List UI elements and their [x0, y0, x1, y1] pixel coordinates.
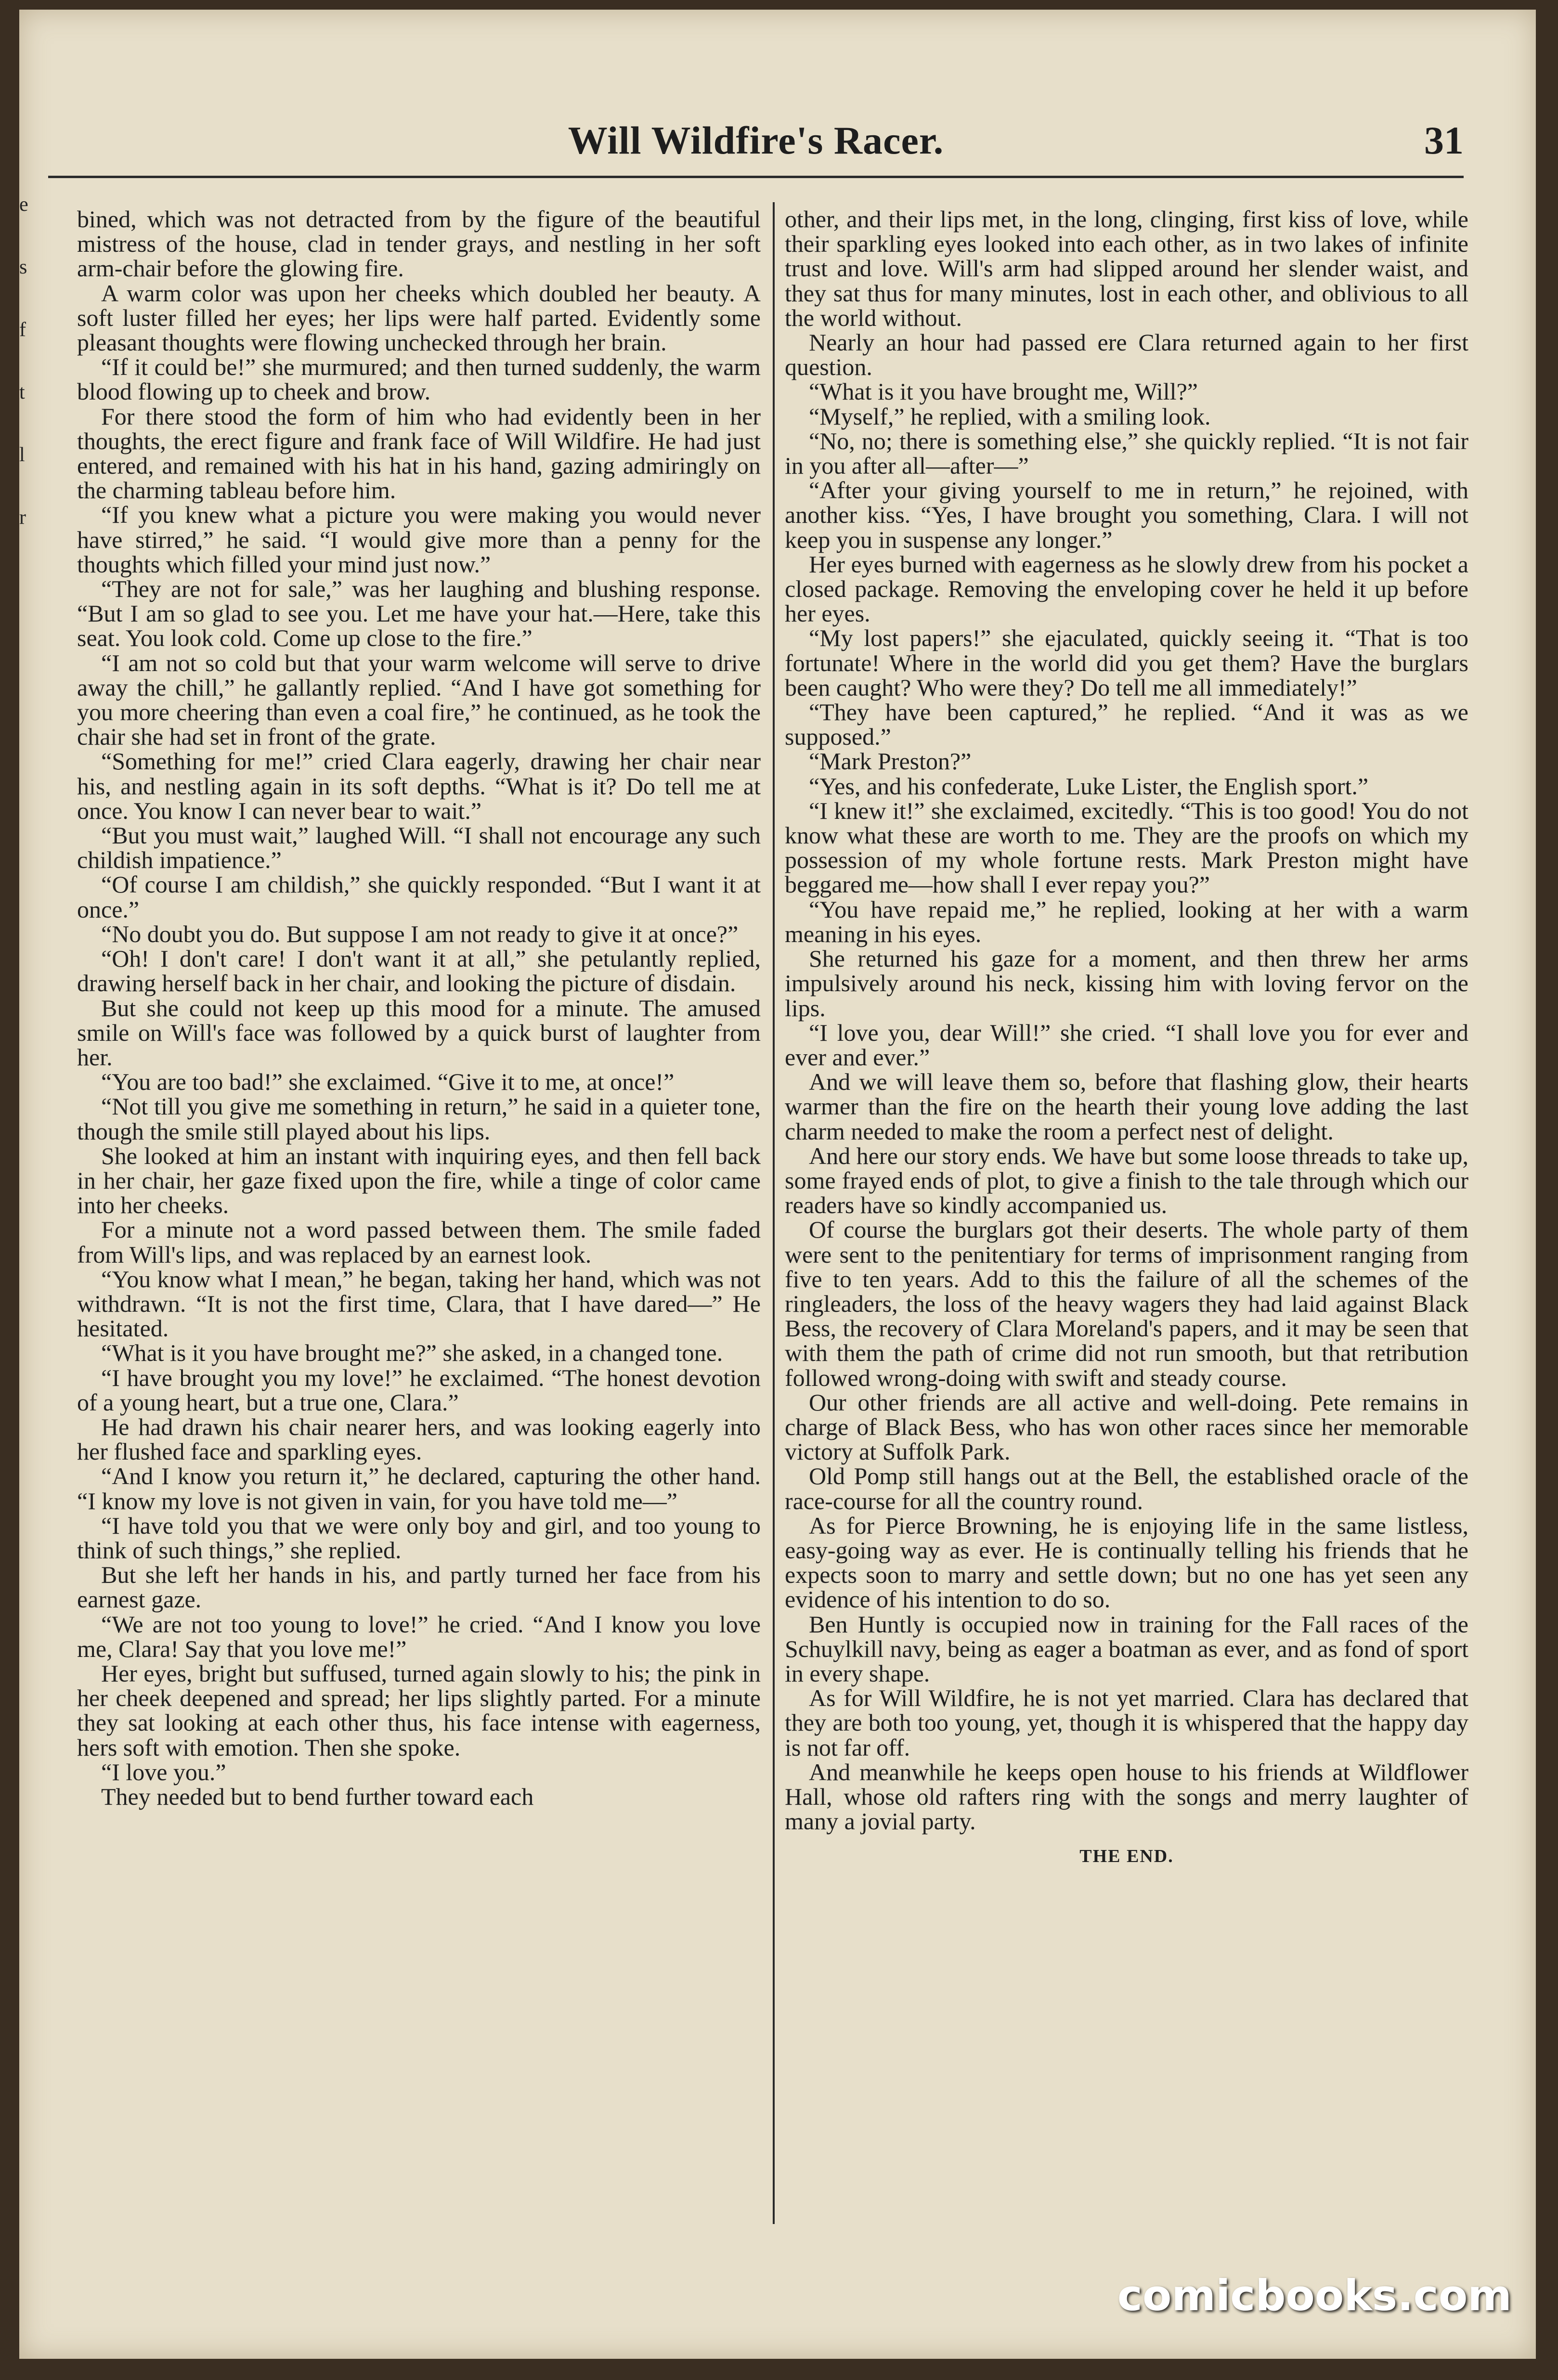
paragraph: other, and their lips met, in the long, clinging, first kiss of love, while their sparkling eyes looked into each other, as in two lakes of infinite trust and love. Will's arm had slipped around her slender waist, and they sat thus for many minutes, lost in each other, and oblivious to all the world without. — [785, 206, 1468, 331]
paragraph: “Mark Preston?” — [809, 748, 972, 775]
paragraph: “I love you, dear Will!” she cried. “I shall love you for ever and ever and ever.” — [785, 1019, 1468, 1071]
paragraph: “They have been captured,” he replied. “And it was as we supposed.” — [785, 698, 1468, 750]
page-header — [48, 113, 1464, 178]
right-column — [785, 207, 1468, 1869]
paragraph: “My lost papers!” she ejaculated, quickly seeing it. “That is too fortunate! Where in the world did you get them? Have the burglars been caught? Who were they? Do tell me all immediately!” — [785, 624, 1468, 701]
paragraph: Ben Huntly is occupied now in training for the Fall races of the Schuylkill navy, being as eager a boatman as ever, and as fond of sport in every shape. — [785, 1610, 1468, 1687]
paragraph: “If you knew what a picture you were making you would never have stirred,” he said. “I would give more than a penny for the thoughts which filled your mind just now.” — [77, 501, 761, 578]
page-number: 31 — [1424, 118, 1464, 162]
paragraph: bined, which was not detracted from by the figure of the beautiful mistress of the house, clad in tender grays, and nestling in her soft arm-chair before the glowing fire. — [77, 206, 761, 282]
paragraph: She looked at him an instant with inquiring eyes, and then fell back in her chair, her gaze fixed upon the fire, while a tinge of color came into her cheeks. — [77, 1142, 761, 1219]
paragraph: “What is it you have brought me?” she asked, in a changed tone. — [101, 1339, 723, 1367]
margin-fragment: r — [19, 506, 26, 529]
paragraph: “After your giving yourself to me in return,” he rejoined, with another kiss. “Yes, I have brought you something, Clara. I will not keep you in suspense any longer.” — [785, 477, 1468, 553]
paragraph: “Yes, and his confederate, Luke Lister, the English sport.” — [809, 772, 1369, 800]
paragraph: He had drawn his chair nearer hers, and was looking eagerly into her flushed face and sparkling eyes. — [77, 1413, 761, 1465]
paragraph: They needed but to bend further toward each — [101, 1783, 534, 1810]
paragraph: “What is it you have brought me, Will?” — [809, 378, 1198, 405]
paragraph: Our other friends are all active and well-doing. Pete remains in charge of Black Bess, who has won other races since her memorable victory at Suffolk Park. — [785, 1388, 1468, 1465]
paragraph: “I am not so cold but that your warm welcome will serve to drive away the chill,” he gallantly replied. “And I have got something for you more cheering than even a coal fire,” he continued, as he took the chair she had set in front of the grate. — [77, 649, 761, 750]
paragraph: As for Pierce Browning, he is enjoying life in the same listless, easy-going way as ever. He is continually telling his friends that he expects soon to marry and settle down; but no one has yet seen any evidence of his intention to do so. — [785, 1512, 1468, 1613]
paragraph: “They are not for sale,” was her laughing and blushing response. “But I am so glad to see you. Let me have your hat.—Here, take this seat. You look cold. Come up close to the fire.” — [77, 575, 761, 652]
paragraph: And here our story ends. We have but some loose threads to take up, some frayed ends of plot, to give a finish to the tale through which our readers have so kindly accompanied us. — [785, 1142, 1468, 1219]
paragraph: “No doubt you do. But suppose I am not ready to give it at once?” — [101, 920, 739, 947]
margin-fragment: t — [19, 381, 25, 403]
left-margin-fragments — [19, 173, 34, 549]
paragraph: As for Will Wildfire, he is not yet married. Clara has declared that they are both too young, yet, though it is whispered that the happy day is not far off. — [785, 1684, 1468, 1761]
paragraph: “I have told you that we were only boy and girl, and too young to think of such things,” she replied. — [77, 1512, 761, 1564]
paragraph: “No, no; there is something else,” she quickly replied. “It is not fair in you after all—after—” — [785, 427, 1468, 479]
paragraph: “If it could be!” she murmured; and then turned suddenly, the warm blood flowing up to cheek and brow. — [77, 353, 761, 405]
the-end-label: THE END. — [1079, 1846, 1174, 1867]
paragraph: Of course the burglars got their deserts. The whole party of them were sent to the penitentiary for terms of imprisonment ranging from five to ten years. Add to this the failure of all the schemes of the ringleaders, the loss of the heavy wagers they had laid against Black Bess, the recovery of Clara Moreland's papers, and it may be seen that with them the path of crime did not run smooth, but that retribution followed wrong-doing with swift and steady course. — [785, 1216, 1468, 1391]
paragraph: “I love you.” — [101, 1758, 226, 1785]
paragraph: But she left her hands in his, and partly turned her face from his earnest gaze. — [77, 1561, 761, 1613]
paragraph: “And I know you return it,” he declared, capturing the other hand. “I know my love is not given in vain, for you have told me—” — [77, 1462, 761, 1514]
paragraph: She returned his gaze for a moment, and then threw her arms impulsively around his neck, kissing him with loving fervor on the lips. — [785, 945, 1468, 1022]
paragraph: For a minute not a word passed between them. The smile faded from Will's lips, and was replaced by an earnest look. — [77, 1216, 761, 1268]
paragraph: “I knew it!” she exclaimed, excitedly. “This is too good! You do not know what these are worth to me. They are the proofs on which my possession of my whole fortune rests. Mark Preston might have beggared me—how shall I ever repay you?” — [785, 797, 1468, 898]
paragraph: Her eyes, bright but suffused, turned again slowly to his; the pink in her cheek deepened and spread; her lips slightly parted. For a minute they sat looking at each other thus, his face intense with eagerness, hers soft with emotion. Then she spoke. — [77, 1659, 761, 1761]
paragraph: “I have brought you my love!” he exclaimed. “The honest devotion of a young heart, but a true one, Clara.” — [77, 1364, 761, 1416]
margin-fragment: l — [19, 444, 25, 466]
margin-fragment: e — [19, 194, 28, 216]
paragraph: A warm color was upon her cheeks which doubled her beauty. A soft luster filled her eyes; her lips were half parted. Evidently some pleasant thoughts were flowing unchecked through her brain. — [77, 279, 761, 356]
page-title: Will Wildfire's Racer. — [568, 118, 944, 162]
margin-fragment: s — [19, 256, 27, 278]
margin-fragment: f — [19, 319, 26, 341]
paragraph: “You are too bad!” she exclaimed. “Give it to me, at once!” — [101, 1068, 675, 1096]
paragraph: For there stood the form of him who had evidently been in her thoughts, the erect figure and frank face of Will Wildfire. He had just entered, and remained with his hat in his hand, gazing admiringly on the charming tableau before him. — [77, 402, 761, 504]
paragraph: “Not till you give me something in return,” he said in a quieter tone, though the smile still played about his lips. — [77, 1093, 761, 1145]
paragraph: “Oh! I don't care! I don't want it at all,” she petulantly replied, drawing herself back in her chair, and looking the picture of disdain. — [77, 945, 761, 997]
paragraph: But she could not keep up this mood for a minute. The amused smile on Will's face was followed by a quick burst of laughter from her. — [77, 994, 761, 1071]
paragraph: “Of course I am childish,” she quickly responded. “But I want it at once.” — [77, 871, 761, 923]
paragraph: And meanwhile he keeps open house to his friends at Wildflower Hall, whose old rafters ring with the songs and merry laughter of many a jovial party. — [785, 1758, 1468, 1835]
magazine-page — [19, 10, 1536, 2359]
paragraph: “You know what I mean,” he began, taking her hand, which was not withdrawn. “It is not the first time, Clara, that I have dared—” He hesitated. — [77, 1265, 761, 1342]
column-divider — [773, 202, 775, 2224]
left-column — [77, 207, 761, 1809]
paragraph: Nearly an hour had passed ere Clara returned again to her first question. — [785, 329, 1468, 381]
paragraph: “But you must wait,” laughed Will. “I shall not encourage any such childish impatience.” — [77, 822, 761, 874]
paragraph: Old Pomp still hangs out at the Bell, the established oracle of the race-course for all the country round. — [785, 1462, 1468, 1514]
paragraph: “Myself,” he replied, with a smiling look. — [809, 402, 1211, 430]
paragraph: Her eyes burned with eagerness as he slowly drew from his pocket a closed package. Removing the enveloping cover he held it up before her eyes. — [785, 550, 1468, 627]
paragraph: “You have repaid me,” he replied, looking at her with a warm meaning in his eyes. — [785, 895, 1468, 947]
paragraph: “We are not too young to love!” he cried. “And I know you love me, Clara! Say that you love me!” — [77, 1610, 761, 1662]
paragraph: And we will leave them so, before that flashing glow, their hearts warmer than the fire on the hearth their young love adding the last charm needed to make the room a perfect nest of delight. — [785, 1068, 1468, 1145]
paragraph: “Something for me!” cried Clara eagerly, drawing her chair near his, and nestling again in its soft depths. “What is it? Do tell me at once. You know I can never bear to wait.” — [77, 748, 761, 824]
watermark: comicbooks.com — [1117, 2271, 1512, 2320]
